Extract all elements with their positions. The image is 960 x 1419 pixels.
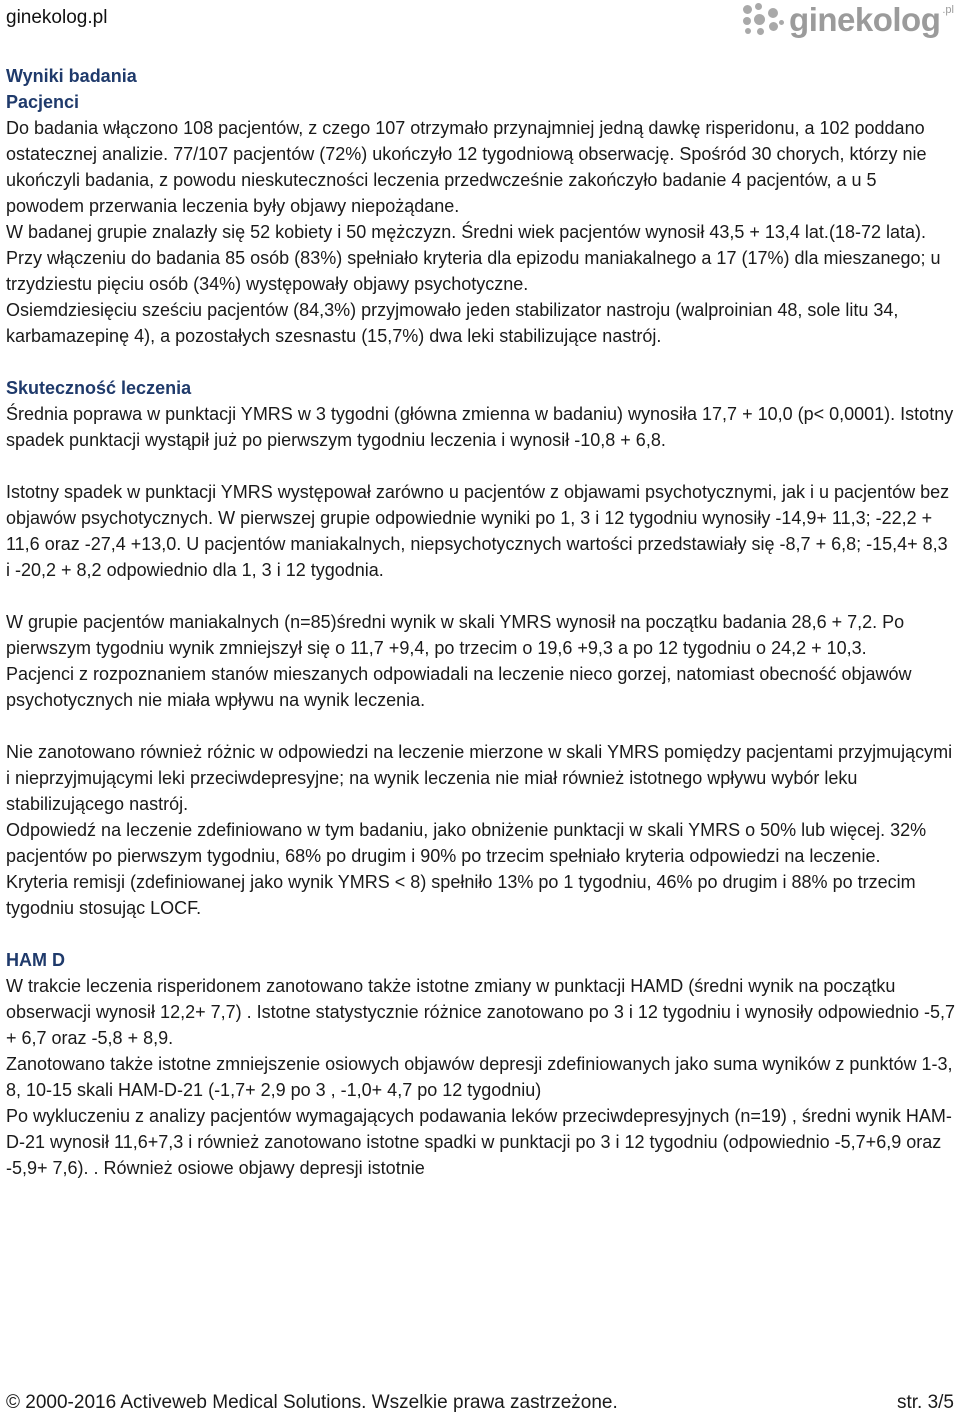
page-header [0,0,960,44]
copyright-text: © 2000-2016 Activeweb Medical Solutions. Wszelkie prawa zastrzeżone. [6,1392,618,1413]
paragraph: W badanej grupie znalazły się 52 kobiety i 50 mężczyzn. Średni wiek pacjentów wynosił 43,5 + 13,4 lat.(18-72 lata). Przy włączeniu do badania 85 osób (83%) spełniało kryteria dla epizodu maniakalnego a 17 (17%) dla mieszanego; u trzydziestu pięciu osób (34%) występowały objawy psychotyczne. [6,222,941,294]
logo-tld: .pl [942,4,954,16]
paragraph: Osiemdziesięciu sześciu pacjentów (84,3%) przyjmowało jeden stabilizator nastroju (walproinian 48, sole litu 34, karbamazepinę 4), a pozostałych szesnastu (15,7%) dwa leki stabilizujące nastrój. [6,300,899,346]
paragraph: Po wykluczeniu z analizy pacjentów wymagających podawania leków przeciwdepresyjnych (n=19) , średni wynik HAM-D-21 wynosił 11,6+7,3 i również zanotowano istotne spadki w punktacji po 3 i 12 tygodniu (odpowiednio -5,7+6,9 oraz -5,9+ 7,6). . Również osiowe objawy depresji istotnie [6,1106,952,1178]
paragraph: Do badania włączono 108 pacjentów, z czego 107 otrzymało przynajmniej jedną dawkę risperidonu, a 102 poddano ostatecznej analizie. 77/107 pacjentów (72%) ukończyło 12 tygodniową obserwację. Spośród 30 chorych, którzy nie ukończyli badania, z powodu nieskuteczności leczenia przedwcześnie zakończyło badanie 4 pacjentów, a u 5 powodem przerwania leczenia były objawy niepożądane. [6,118,927,216]
paragraph: Zanotowano także istotne zmniejszenie osiowych objawów depresji zdefiniowanych jako suma wyników z punktów 1-3, 8, 10-15 skali HAM-D-21 (-1,7+ 2,9 po 3 , -1,0+ 4,7 po 12 tygodniu) [6,1054,953,1100]
paragraph: W trakcie leczenia risperidonem zanotowano także istotne zmiany w punktacji HAMD (średni wynik na początku obserwacji wynosił 12,2+ 7,7) . Istotne statystycznie różnice zanotowano po 3 i 12 tygodniu i wynosiły odpowiednio -5,7 + 6,7 oraz -5,8 + 8,9. [6,976,956,1048]
paragraph: Istotny spadek w punktacji YMRS występował zarówno u pacjentów z objawami psychotycznymi, jak i u pacjentów bez objawów psychotycznych. W pierwszej grupie odpowiednie wyniki po 1, 3 i 12 tygodniu wynosiły -14,9+ 11,3; -22,2 + 11,6 oraz -27,4 +13,0. U pacjentów maniakalnych, niepsychotycznych wartości przedstawiały się -8,7 + 6,8; -15,4+ 8,3 i -20,2 + 8,2 odpowiednio dla 1, 3 i 12 tygodnia. [6,482,950,580]
section-heading-patients: Pacjenci [6,92,80,112]
paragraph: Średnia poprawa w punktacji YMRS w 3 tygodni (główna zmienna w badaniu) wynosiła 17,7 + 10,0 (p< 0,0001). Istotny spadek punktacji wystąpił już po pierwszym tygodniu leczenia i wynosił -10,8 + 6,8. [6,404,954,450]
paragraph: W grupie pacjentów maniakalnych (n=85)średni wynik w skali YMRS wynosił na początku badania 28,6 + 7,2. Po pierwszym tygodniu wynik zmniejszył się o 11,7 +9,4, po trzecim o 19,6 +9,3 a po 12 tygodniu o 24,2 + 10,3. [6,612,905,658]
section-heading-results: Wyniki badania [6,66,137,86]
paragraph: Pacjenci z rozpoznaniem stanów mieszanych odpowiadali na leczenie nieco gorzej, natomiast obecność objawów psychotycznych nie miała wpływu na wynik leczenia. [6,664,912,710]
logo-dots-icon [741,2,785,38]
page-number: str. 3/5 [896,1392,954,1413]
paragraph: Nie zanotowano również różnic w odpowiedzi na leczenie mierzone w skali YMRS pomiędzy pacjentami przyjmującymi i nieprzyjmującymi leki przeciwdepresyjne; na wynik leczenia nie miał również istotnego wpływu wybór leku stabilizującego nastrój. [6,742,953,814]
section-heading-efficacy: Skuteczność leczenia [6,378,192,398]
paragraph: Kryteria remisji (zdefiniowanej jako wynik YMRS < 8) spełniło 13% po 1 tygodniu, 46% po drugim i 88% po trzecim tygodniu stosując LOCF. [6,872,916,918]
site-logo [741,0,954,40]
logo-wordmark: ginekolog [789,1,941,38]
paragraph: Odpowiedź na leczenie zdefiniowano w tym badaniu, jako obniżenie punktacji w skali YMRS o 50% lub więcej. 32% pacjentów po pierwszym tygodniu, 68% po drugim i 90% po trzecim spełniało kryteria odpowiedzi na leczenie. [6,820,927,866]
site-link[interactable]: ginekolog.pl [6,7,108,28]
article-body [6,63,956,1181]
page-footer [6,1391,954,1415]
section-heading-ham-d: HAM D [6,950,65,970]
